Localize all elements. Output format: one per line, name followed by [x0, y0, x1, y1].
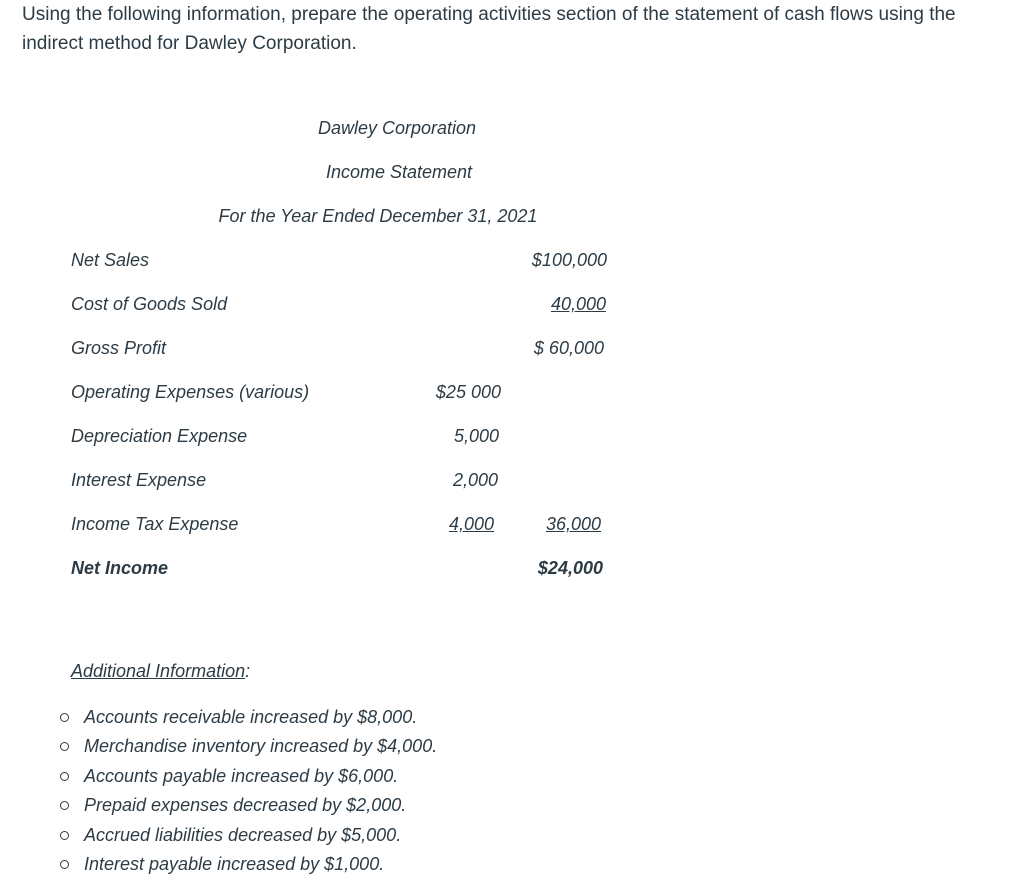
value-gross-profit: $ 60,000 [533, 338, 604, 358]
value-cogs: 40,000 [550, 294, 606, 314]
list-item-text: Accrued liabilities decreased by $5,000. [84, 824, 402, 845]
list-item-text: Interest payable increased by $1,000. [84, 853, 385, 874]
row-label-interest: Interest Expense [71, 470, 207, 490]
value-operating-expenses: $25 000 [435, 382, 501, 402]
list-item-text: Accounts payable increased by $6,000. [84, 765, 399, 786]
row-label-net-sales: Net Sales [71, 250, 150, 270]
value-interest: 2,000 [452, 470, 498, 490]
statement-period: For the Year Ended December 31, 2021 [218, 206, 538, 226]
additional-heading-colon: : [245, 661, 251, 681]
bullet-icon [60, 713, 69, 722]
row-label-depreciation: Depreciation Expense [71, 426, 248, 446]
value-net-sales: $100,000 [531, 250, 607, 270]
additional-info-list [58, 703, 437, 879]
list-item-text: Accounts receivable increased by $8,000. [84, 707, 418, 727]
row-label-income-tax: Income Tax Expense [71, 514, 239, 534]
company-name: Dawley Corporation [317, 118, 477, 138]
value-depreciation: 5,000 [453, 426, 499, 446]
bullet-icon [60, 742, 69, 751]
list-item [58, 762, 437, 791]
bullet-icon [60, 801, 69, 810]
bullet-icon [60, 831, 69, 840]
row-label-cogs: Cost of Goods Sold [71, 294, 228, 314]
list-item [58, 850, 437, 879]
instructions-text: Using the following information, prepare the operating activities section of the statement of cash flows using the indirect method for Dawley Corporation. [22, 4, 956, 54]
bullet-icon [60, 772, 69, 781]
additional-heading-text: Additional Information [71, 661, 246, 681]
list-item [58, 821, 437, 850]
additional-heading [71, 659, 250, 683]
row-label-operating-expenses: Operating Expenses (various) [71, 382, 310, 402]
list-item-text: Merchandise inventory increased by $4,000. [84, 736, 438, 757]
value-income-tax: 4,000 [448, 514, 494, 534]
row-label-net-income: Net Income [71, 558, 169, 578]
list-item [58, 703, 437, 732]
value-net-income: $24,000 [537, 558, 603, 578]
value-total-expenses: 36,000 [545, 514, 601, 534]
list-item-text: Prepaid expenses decreased by $2,000. [84, 795, 407, 816]
list-item [58, 791, 437, 820]
row-label-gross-profit: Gross Profit [71, 338, 167, 358]
list-item [58, 732, 437, 761]
statement-title: Income Statement [325, 162, 473, 182]
bullet-icon [60, 860, 69, 869]
